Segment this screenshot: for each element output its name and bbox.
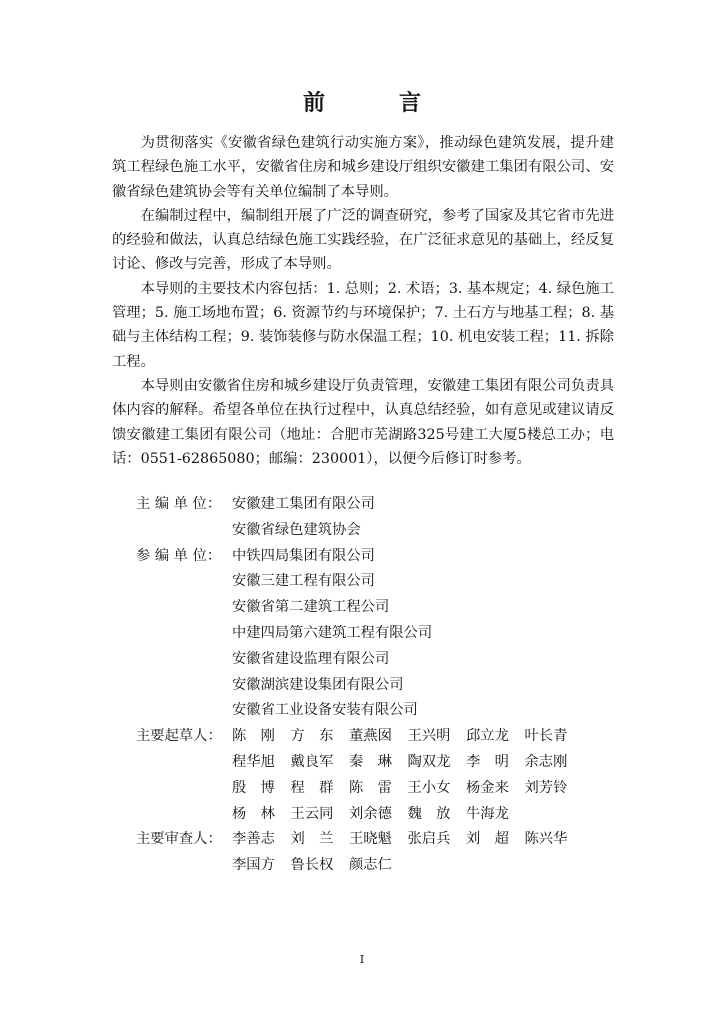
reviewer-name: 刘 超 bbox=[466, 831, 509, 848]
drafter-name: 杨金来 bbox=[466, 779, 509, 796]
label-spacer bbox=[112, 595, 232, 621]
chief-units-label: 主 编 单 位： bbox=[136, 496, 222, 512]
drafter-name: 王云同 bbox=[290, 805, 334, 822]
drafters-row bbox=[112, 776, 614, 802]
drafter-name: 杨 林 bbox=[232, 805, 275, 822]
reviewer-name: 张启兵 bbox=[407, 831, 451, 848]
participating-units-row bbox=[112, 621, 614, 647]
participating-units-row bbox=[112, 595, 614, 621]
drafter-name: 王小女 bbox=[407, 779, 451, 796]
reviewer-name: 李善志 bbox=[232, 831, 275, 848]
drafter-name: 李 明 bbox=[466, 753, 509, 770]
participating-units-row bbox=[112, 569, 614, 595]
drafter-name: 戴良军 bbox=[290, 753, 334, 770]
drafter-name: 余志刚 bbox=[524, 753, 568, 770]
participating-unit: 中铁四局集团有限公司 bbox=[232, 547, 375, 564]
label-spacer bbox=[112, 673, 232, 699]
reviewer-names bbox=[232, 853, 614, 879]
reviewers-label: 主要审查人： bbox=[136, 831, 222, 848]
chief-units-row bbox=[112, 518, 614, 544]
reviewer-name: 刘 兰 bbox=[290, 831, 334, 848]
label-spacer bbox=[112, 750, 232, 776]
label-spacer bbox=[112, 776, 232, 802]
drafter-names bbox=[232, 724, 614, 750]
label-spacer bbox=[112, 518, 232, 544]
label-spacer bbox=[112, 853, 232, 879]
drafter-name: 叶长青 bbox=[524, 728, 568, 745]
drafter-name: 陈 雷 bbox=[349, 779, 392, 796]
chief-unit: 安徽建工集团有限公司 bbox=[232, 496, 375, 512]
reviewer-name: 李国方 bbox=[232, 857, 275, 874]
drafters-row bbox=[112, 724, 614, 750]
paragraph-2: 在编制过程中，编制组开展了广泛的调查研究，参考了国家及其它省市先进的经验和做法，认真总结绿色施工实践经验，在广泛征求意见的基础上，经反复讨论、修改与完善，形成了本导则。 bbox=[112, 207, 614, 273]
drafter-names bbox=[232, 802, 614, 828]
paragraph-4: 本导则由安徽省住房和城乡建设厅负责管理，安徽建工集团有限公司负责具体内容的解释。希望各单位在执行过程中，认真总结经验，如有意见或建议请反馈安徽建工集团有限公司（地址：合肥市芜湖路325号建工大厦5楼总工办；电话：0551-62865080；邮编：230001），以便今后修订时参考。 bbox=[112, 377, 614, 467]
participating-unit: 中建四局第六建筑工程有限公司 bbox=[232, 624, 433, 641]
drafter-name: 邱立龙 bbox=[466, 728, 509, 745]
participating-units-row bbox=[112, 698, 614, 724]
reviewer-name: 鲁长权 bbox=[290, 857, 334, 874]
drafter-name: 陈 刚 bbox=[232, 728, 275, 745]
drafter-name: 牛海龙 bbox=[466, 805, 509, 822]
drafter-name: 刘余德 bbox=[349, 805, 392, 822]
reviewers-row bbox=[112, 827, 614, 853]
label-spacer bbox=[112, 647, 232, 673]
drafters-label: 主要起草人： bbox=[136, 728, 222, 745]
drafters-row bbox=[112, 750, 614, 776]
reviewer-name: 颜志仁 bbox=[349, 857, 392, 874]
drafter-name: 陶双龙 bbox=[407, 753, 451, 770]
drafter-name: 秦 琳 bbox=[349, 753, 392, 770]
participating-units-label: 参 编 单 位： bbox=[136, 547, 222, 564]
drafter-name: 刘芳铃 bbox=[524, 779, 568, 796]
reviewer-name: 王晓魁 bbox=[349, 831, 392, 848]
reviewer-names bbox=[232, 827, 614, 853]
label-spacer bbox=[112, 802, 232, 828]
drafter-name: 程华旭 bbox=[232, 753, 275, 770]
participating-units-row bbox=[112, 647, 614, 673]
participating-units-row bbox=[112, 673, 614, 699]
contributors-section bbox=[112, 492, 614, 879]
label-spacer bbox=[112, 569, 232, 595]
drafter-name: 董燕囡 bbox=[349, 728, 392, 745]
drafters-row bbox=[112, 802, 614, 828]
participating-unit: 安徽省第二建筑工程公司 bbox=[232, 599, 390, 616]
page-number: I bbox=[359, 953, 365, 966]
label-spacer bbox=[112, 621, 232, 647]
participating-unit: 安徽湖滨建设集团有限公司 bbox=[232, 676, 404, 693]
drafter-names bbox=[232, 750, 614, 776]
chief-units-row bbox=[112, 492, 614, 518]
label-spacer bbox=[112, 698, 232, 724]
chief-unit: 安徽省绿色建筑协会 bbox=[232, 521, 361, 538]
drafter-name: 殷 博 bbox=[232, 779, 275, 796]
reviewer-name: 陈兴华 bbox=[524, 831, 568, 848]
participating-unit: 安徽省建设监理有限公司 bbox=[232, 650, 390, 667]
paragraph-1: 为贯彻落实《安徽省绿色建筑行动实施方案》，推动绿色建筑发展，提升建筑工程绿色施工水平，安徽省住房和城乡建设厅组织安徽建工集团有限公司、安徽省绿色建筑协会等有关单位编制了本导则。 bbox=[112, 135, 614, 200]
paragraph-3: 本导则的主要技术内容包括：1. 总则；2. 术语；3. 基本规定；4. 绿色施工管理；5. 施工场地布置；6. 资源节约与环境保护；7. 土石方与地基工程；8. 基础与主体结构工程；9. 装饰装修与防水保温工程；10. 机电安装工程；11. 拆除工程。 bbox=[112, 280, 614, 370]
drafter-name: 方 东 bbox=[290, 728, 334, 745]
participating-unit: 安徽三建工程有限公司 bbox=[232, 573, 375, 590]
participating-unit: 安徽省工业设备安装有限公司 bbox=[232, 702, 418, 719]
drafter-name: 魏 放 bbox=[407, 805, 451, 822]
reviewers-row bbox=[112, 853, 614, 879]
page-title: 前 言 bbox=[302, 91, 447, 116]
participating-units-row bbox=[112, 544, 614, 570]
drafter-name: 王兴明 bbox=[407, 728, 451, 745]
drafter-names bbox=[232, 776, 614, 802]
preface-body bbox=[112, 131, 614, 471]
drafter-name: 程 群 bbox=[290, 779, 334, 796]
